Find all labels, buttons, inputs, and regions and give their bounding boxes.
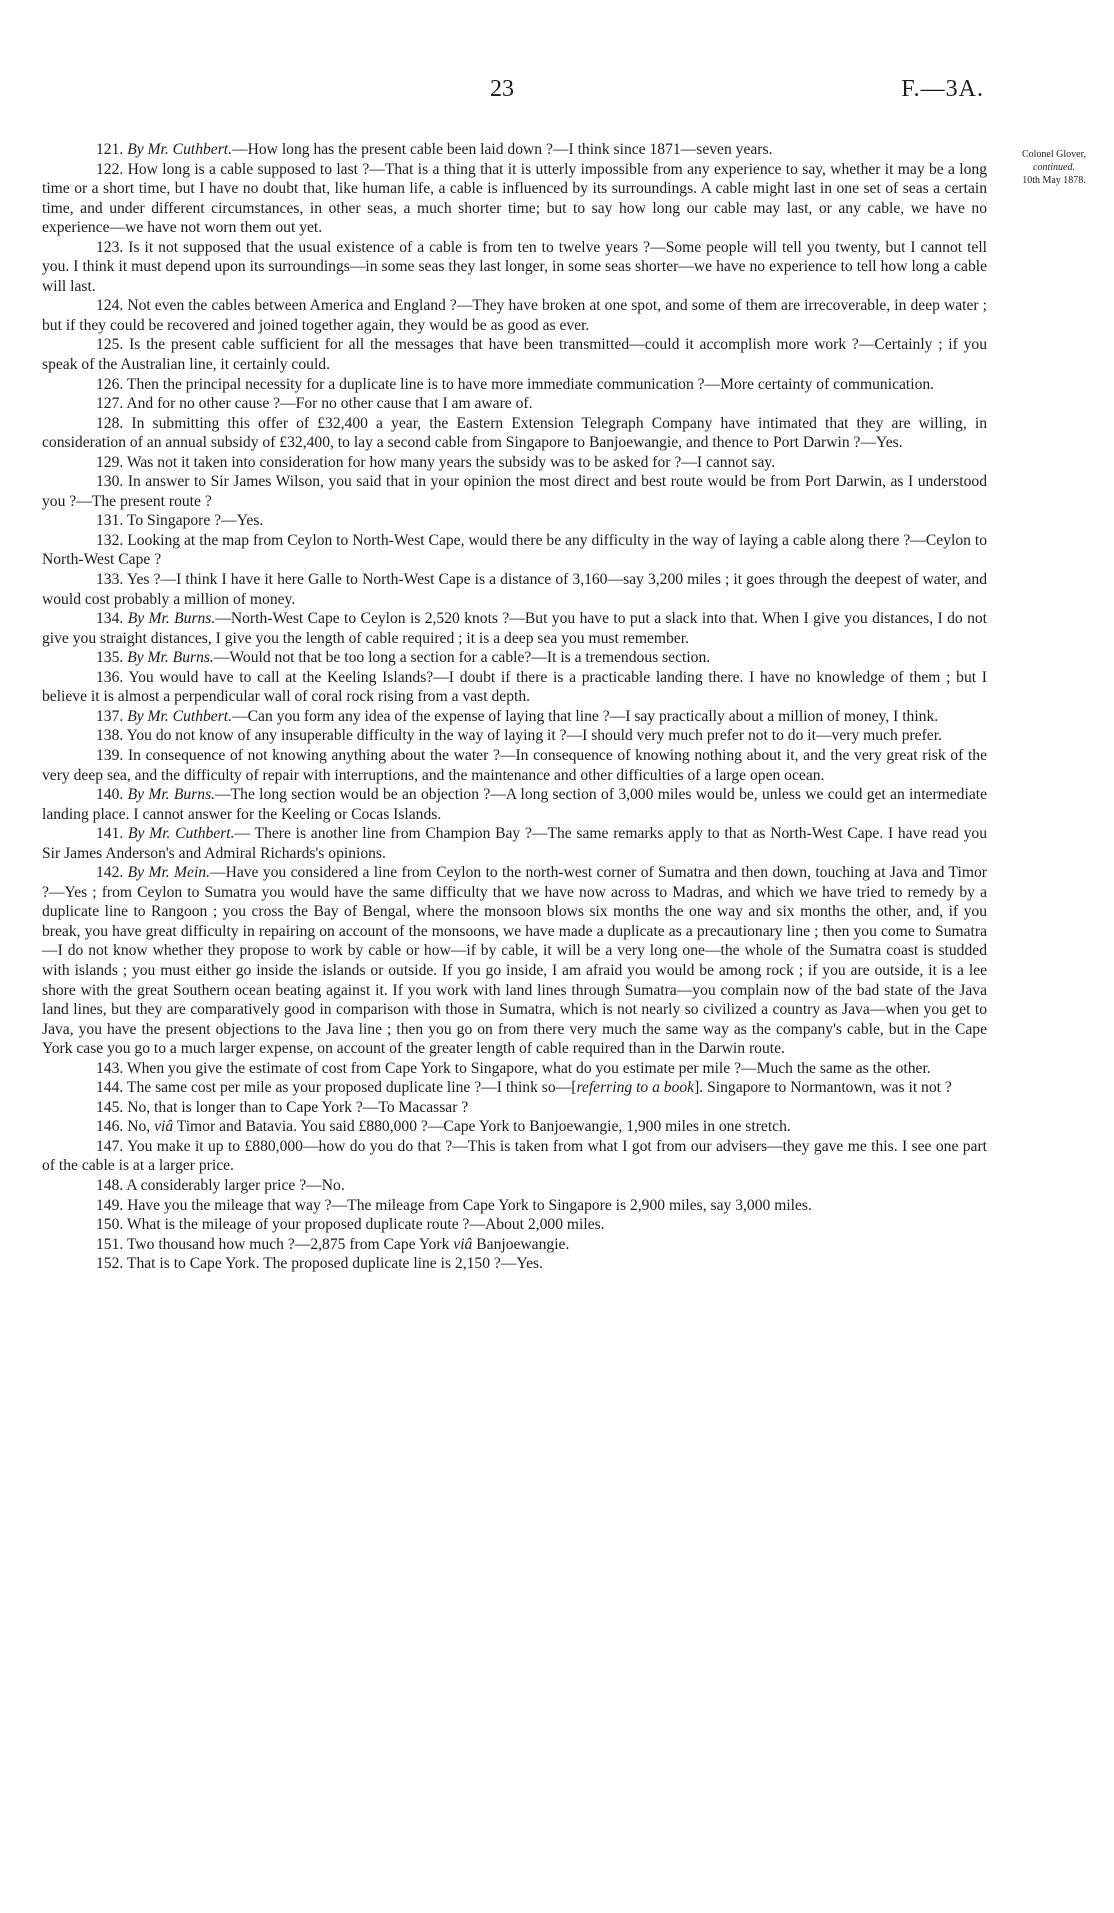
question-number: 135. [96, 649, 124, 667]
doc-ref-prefix: F.—3 [901, 76, 959, 102]
question-text: —The long section would be an objection ?—A long section of 3,000 miles would be, unless we could get an intermediate landing place. I cannot answer for the Keeling or Cocas Islands. [42, 786, 987, 823]
question-text: No, [127, 1118, 155, 1136]
question-text: That is to Cape York. The proposed duplicate line is 2,150 ?—Yes. [126, 1255, 544, 1273]
question-number: 127. [96, 395, 124, 413]
question-141 [42, 824, 987, 863]
question-number: 150. [96, 1216, 124, 1234]
page-number: 23 [490, 76, 514, 102]
question-number: 142. [96, 864, 124, 882]
question-text: Is it not supposed that the usual existence of a cable is from ten to twelve years ?—Some people will tell you twenty, but I cannot tell you. I think it must depend upon its surroundings—in some seas they last longer, in some seas shorter—we have no experience to tell how long a cable will last. [42, 238, 987, 295]
question-text: No, that is longer than to Cape York ?—To Macassar ? [127, 1098, 469, 1116]
question-text: —Can you form any idea of the expense of laying that line ?—I say practically about a million of money, I think. [232, 707, 939, 725]
question-text: And for no other cause ?—For no other cause that I am aware of. [126, 395, 533, 413]
question-143 [42, 1059, 987, 1079]
question-142 [42, 863, 987, 1058]
question-number: 128. [96, 414, 124, 432]
question-text: To Singapore ?—Yes. [126, 512, 264, 530]
question-number: 133. [96, 571, 124, 589]
question-148 [42, 1176, 987, 1196]
question-123 [42, 238, 987, 297]
margin-note [1004, 148, 1104, 187]
question-134 [42, 609, 987, 648]
question-number: 130. [96, 473, 124, 491]
question-152 [42, 1254, 987, 1274]
question-text: You would have to call at the Keeling Islands?—I doubt if there is a practicable landing there. I have no knowledge of them ; but I believe it is almost a perpendicular wall of coral rock rising from a vast depth. [42, 668, 988, 706]
question-number: 124. [96, 297, 124, 315]
document-reference [901, 76, 984, 103]
question-126 [42, 375, 987, 395]
question-124 [42, 296, 987, 335]
question-text: You make it up to £880,000—how do you do that ?—This is taken from what I got from our advisers—they gave me this. I see one part of the cable is at a larger price. [42, 1137, 987, 1175]
question-132 [42, 531, 987, 570]
question-122 [42, 160, 987, 238]
question-121 [42, 140, 987, 160]
stage-direction: referring to a book [576, 1079, 695, 1097]
question-number: 132. [96, 531, 124, 549]
question-text: Two thousand how much ?—2,875 from Cape York [126, 1235, 454, 1253]
question-145 [42, 1098, 987, 1118]
question-number: 129. [96, 453, 124, 471]
question-136 [42, 668, 987, 707]
question-text: —North-West Cape to Ceylon is 2,520 knots ?—But you have to put a slack into that. When I give you distances, I do not give you straight distances, I give you the length of cable required ; it is a deep sea you must remember. [42, 610, 987, 647]
question-number: 131. [96, 512, 124, 530]
speaker: By Mr. Cuthbert. [128, 825, 235, 843]
question-text: —How long has the present cable been laid down ?—I think since 1871—seven years. [232, 141, 773, 158]
question-text: A considerably larger price ?—No. [126, 1176, 345, 1194]
question-text-continued: Timor and Batavia. You said £880,000 ?—Cape York to Banjoewangie, 1,900 miles in one stretch. [173, 1118, 791, 1136]
italic-word: viâ [154, 1118, 174, 1136]
question-number: 138. [96, 727, 124, 745]
question-146 [42, 1117, 987, 1137]
question-151 [42, 1235, 987, 1255]
speaker: By Mr. Cuthbert. [127, 141, 233, 158]
page-header [0, 76, 1114, 116]
question-129 [42, 453, 987, 473]
question-text: Looking at the map from Ceylon to North-West Cape, would there be any difficulty in the way of laying a cable along there ?—Ceylon to North-West Cape ? [42, 531, 987, 569]
question-number: 149. [96, 1196, 124, 1214]
question-149 [42, 1196, 987, 1216]
question-text: Then the principal necessity for a duplicate line is to have more immediate communication ?—More certainty of communication. [126, 375, 935, 393]
question-text: Not even the cables between America and England ?—They have broken at one spot, and some of them are irrecoverable, in deep water ; but if they could be recovered and joined together again, they would be as good as ever. [42, 297, 987, 334]
question-number: 122. [96, 160, 124, 178]
question-number: 125. [96, 336, 124, 354]
question-number: 140. [96, 786, 124, 804]
question-number: 151. [96, 1235, 124, 1253]
question-text: —Would not that be too long a section for a cable?—It is a tremendous section. [213, 649, 711, 667]
margin-note-continued: continued. [1033, 162, 1075, 173]
question-125 [42, 335, 987, 374]
question-number: 136. [96, 668, 124, 686]
speaker: By Mr. Cuthbert. [127, 707, 233, 725]
question-text: Yes ?—I think I have it here Galle to North-West Cape is a distance of 3,160—say 3,200 miles ; it goes through the deepest of water, and would cost probably a million of money. [42, 571, 987, 608]
question-128 [42, 414, 987, 453]
question-133 [42, 570, 987, 609]
question-text: How long is a cable supposed to last ?—That is a thing that it is utterly impossible from any experience to say, whether it may be a long time or a short time, but I have no doubt that, like human life, a cable is influenced by its surroundings. A cable might last in one set of seas a certain time, and under different circumstances, in other seas, a much shorter time; but to say how long our cable may last, or any cable, we have no experience—we have not worn them out yet. [42, 160, 987, 237]
question-number: 141. [96, 825, 124, 843]
speaker: By Mr. Burns. [127, 649, 214, 667]
question-138 [42, 726, 987, 746]
question-number: 121. [96, 141, 124, 158]
question-text: The same cost per mile as your proposed duplicate line ?—I think so—[ [126, 1079, 577, 1097]
question-number: 152. [96, 1255, 124, 1273]
question-137 [42, 707, 987, 727]
question-number: 134. [96, 610, 124, 628]
question-text: Was not it taken into consideration for how many years the subsidy was to be asked for ?—I cannot say. [126, 453, 776, 471]
doc-ref-suffix: A. [958, 76, 984, 102]
question-text: In consequence of not knowing anything about the water ?—In consequence of knowing nothing about it, and the very great risk of the very deep sea, and the difficulty of repair with interruptions, and the maintenance and other difficulties of a large open ocean. [42, 746, 987, 784]
question-number: 148. [96, 1176, 124, 1194]
question-text: — There is another line from Champion Bay ?—The same remarks apply to that as North-West Cape. I have read you Sir James Anderson's and Admiral Richards's opinions. [42, 825, 987, 862]
question-144 [42, 1078, 987, 1098]
question-number: 144. [96, 1079, 124, 1097]
question-text-continued: ]. Singapore to Normantown, was it not ? [694, 1079, 952, 1097]
speaker: By Mr. Burns. [127, 786, 216, 804]
question-number: 145. [96, 1098, 124, 1116]
question-number: 126. [96, 375, 124, 393]
question-131 [42, 511, 987, 531]
question-text: In answer to Sir James Wilson, you said that in your opinion the most direct and best route would be from Port Darwin, as I understood you ?—The present route ? [42, 473, 987, 510]
italic-word: viâ [453, 1235, 473, 1253]
question-number: 143. [96, 1059, 124, 1077]
margin-note-witness: Colonel Glover, [1021, 149, 1087, 160]
question-147 [42, 1137, 987, 1176]
speaker: By Mr. Mein. [127, 864, 210, 882]
question-140 [42, 785, 987, 824]
margin-note-date: 10th May 1878. [1022, 175, 1086, 186]
question-number: 146. [96, 1118, 124, 1136]
question-text: Is the present cable sufficient for all the messages that have been transmitted—could it accomplish more work ?—Certainly ; if you speak of the Australian line, it certainly could. [42, 336, 987, 374]
question-139 [42, 746, 987, 785]
question-150 [42, 1215, 987, 1235]
question-text: You do not know of any insuperable difficulty in the way of laying it ?—I should very much prefer not to do it—very much prefer. [126, 727, 942, 745]
question-text: When you give the estimate of cost from Cape York to Singapore, what do you estimate per mile ?—Much the same as the other. [126, 1059, 931, 1077]
question-text: Have you the mileage that way ?—The mileage from Cape York to Singapore is 2,900 miles, say 3,000 miles. [127, 1196, 812, 1214]
question-number: 137. [96, 707, 124, 725]
speaker: By Mr. Burns. [127, 610, 216, 628]
evidence-transcript [42, 140, 987, 1274]
question-text: —Have you considered a line from Ceylon to the north-west corner of Sumatra and then down, touching at Java and Timor ?—Yes ; from Ceylon to Sumatra you would have the same difficulty that we have now across to Madras, and which we have tried to remedy by a duplicate line to Rangoon ; you cross the Bay of Bengal, where the monsoon blows six months the one way and six months the other, and, if you break, you have great difficulty in repairing on account of the monsoons, we have made a duplicate as a precautionary line ; then you come to Sumatra—I do not know whether they propose to work by cable or how—if by cable, it will be a very long one—the whole of the Sumatra coast is studded with islands ; you must either go inside the islands or outside. If you go inside, I am afraid you would be among rock ; if you are outside, it is a lee shore with the great Southern ocean beating against it. If you work with land lines through Sumatra—you complain now of the bad state of the Java land lines, but they are comparatively good in comparison with those in Sumatra, which is not nearly so civilized a country as Java—when you get to Java, you have the present objections to the Java line ; then you go on from there very much the same way as the company's cable, but in the Cape York case you go to a much larger expense, on account of the greater length of cable required than in the Darwin route. [42, 864, 987, 1058]
question-130 [42, 472, 987, 511]
question-135 [42, 648, 987, 668]
question-number: 123. [96, 238, 124, 256]
question-text-continued: Banjoewangie. [472, 1235, 570, 1253]
question-text: In submitting this offer of £32,400 a year, the Eastern Extension Telegraph Company have intimated that they are willing, in consideration of an annual subsidy of £32,400, to lay a second cable from Singapore to Banjoewangie, and thence to Port Darwin ?—Yes. [42, 414, 987, 452]
question-127 [42, 394, 987, 414]
question-number: 147. [96, 1137, 124, 1155]
question-text: What is the mileage of your proposed duplicate route ?—About 2,000 miles. [126, 1216, 605, 1234]
question-number: 139. [96, 746, 124, 764]
